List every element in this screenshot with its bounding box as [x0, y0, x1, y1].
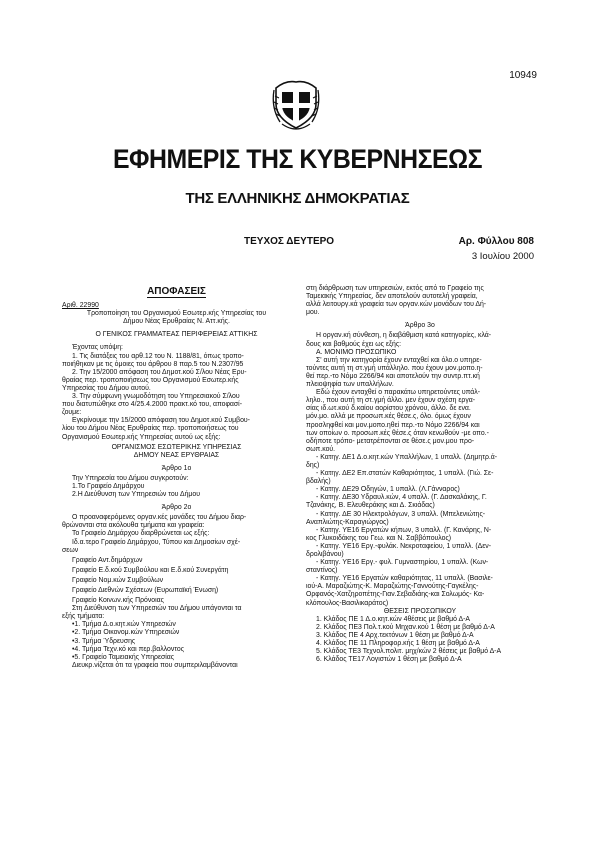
- decision-subject: Δήμου Νέας Ερυθραίας Ν. Αττ.κής.: [123, 318, 230, 326]
- paragraph: σίας ιδ.ωτ.κού δ.καίου αορίστου χρόνου, άλλο. δε ενα.: [306, 405, 471, 413]
- article-heading: Άρθρο 3ο: [405, 322, 435, 330]
- paragraph: 3. Την σύμφωνη γνωμοδότηση του Υπηρεσιακού Σ/λου: [72, 393, 240, 401]
- paragraph: οδήποτε τρόπο- μετατρέπονται σε θέσε.ς μον.μου προ-: [306, 437, 475, 445]
- masthead-title: ΕΦΗΜΕΡΙΣ ΤΗΣ ΚΥΒΕΡΝΗΣΕΩΣ: [112, 144, 483, 174]
- list-item: Γραφείο Ε.δ.κού Συμβούλου και Ε.δ.κού Συνεργάτη: [72, 566, 229, 574]
- paragraph: 1. Τις διατάξεις του αρθ.12 του Ν. 1188/81, όπως τροπο-: [72, 352, 244, 360]
- paragraph: που διατυπώθηκε στο 4/25.4.2000 πρακτ.κό του, αποφασί-: [62, 401, 242, 409]
- paragraph: Την Υπηρεσία του Δήμου συγκροτούν:: [72, 474, 189, 482]
- list-item: κλόπουλος-Βασιλικαράτος): [306, 599, 389, 607]
- list-item: σταντίνος): [306, 567, 338, 575]
- paragraph: θεί περ.-το Νόμο 2266/94 και αποτελούν την συντρ.πτ.κή: [306, 372, 480, 380]
- list-item: βδαλής): [306, 478, 331, 486]
- paragraph: 2. Την 15/2000 απόφαση του Δημοτ.κού Σ/λου Νέας Ερυ-: [72, 368, 247, 376]
- paragraph: αλλά λειτουργ.κά γραφεία των οργαν.κών μονάδων του Δή-: [306, 301, 487, 309]
- issue-series: ΤΕΥΧΟΣ ΔΕΥΤΕΡΟ: [244, 236, 335, 247]
- issuing-authority: Ο ΓΕΝΙΚΟΣ ΓΡΑΜΜΑΤΕΑΣ ΠΕΡΙΦΕΡΕΙΑΣ ΑΤΤΙΚΗΣ: [95, 331, 258, 339]
- list-item: ιού-Α. Μαραζιώτης-Κ. Μαραζιώτης-Γαννούτης-Γαγκέλης-: [306, 583, 479, 591]
- paragraph: μου.: [306, 309, 320, 317]
- paragraph: Στη Διεύθυνση των Υπηρεσιών του Δήμου υπάγονται τα: [72, 605, 242, 613]
- list-item: •5. Γραφείο Ταμειακής Υπηρεσίας: [72, 653, 175, 661]
- paragraph: δους και βαθμούς έχει ως εξής:: [306, 340, 402, 348]
- paragraph: Διευκρ.νίζεται ότι τα γραφεία που συμπεριλαμβάνονται: [72, 661, 238, 669]
- paragraph: Έχοντας υπόψη:: [72, 344, 123, 352]
- list-item: 2.Η Διεύθυνση των Υπηρεσιών του Δήμου: [72, 491, 200, 499]
- left-column: [62, 288, 291, 670]
- paragraph: Οργανισμού Εσωτερ.κής Υπηρεσίας αυτού ως εξής:: [62, 433, 221, 441]
- list-item: δης): [306, 461, 320, 469]
- list-item: •2. Τμήμα Οικονομ.κών Υπηρεσιών: [72, 629, 180, 637]
- list-item: Γραφείο Κοινων.κής Πρόνοιας: [72, 597, 164, 605]
- paragraph: θρώνονται στα ακόλουθα τμήματα και γραφεία:: [62, 522, 205, 530]
- paragraph: Η οργαν.κή σύνθεση, η διαβάθμιση κατά κατηγορίες, κλά-: [316, 332, 492, 340]
- list-item: - Κατηγ. ΔΕ1 Δ.ο.κητ.κών Υπαλλήλων, 1 υπαλλ. (Δημητρ.ά-: [316, 453, 498, 461]
- article-heading: Άρθρο 1ο: [161, 464, 192, 472]
- article-heading: Άρθρο 2ο: [161, 504, 192, 512]
- decision-number: Αριθ. 22990: [62, 302, 99, 310]
- subsection-heading: ΘΕΣΕΙΣ ΠΡΟΣΩΠΙΚΟΥ: [383, 607, 457, 615]
- list-item: Γραφείο Αντ.δημάρχων: [72, 556, 143, 564]
- section-title: ΑΠΟΦΑΣΕΙΣ: [147, 286, 206, 297]
- list-item: Γραφείο Νομ.κών Συμβούλων: [72, 576, 164, 584]
- paragraph: Ο προαναφερόμενες οργαν.κές μονάδες του Δήμου διαρ-: [72, 514, 247, 522]
- paragraph: ληλο., που αυτή τη στ.γμή άλλο. μεν έχουν σχέση εργα-: [306, 397, 476, 405]
- list-item: - Κατηγ. ΔΕ 30 Ηλεκτρολόγων, 3 υπαλλ. (Μπελενιώτης-: [316, 510, 486, 518]
- paragraph: πλειοψηφία των υπαλλήλων.: [306, 381, 394, 389]
- paragraph: Εγκρίνουμε την 15/2000 απόφαση του Δημοτ.κού Συμβου-: [72, 417, 250, 425]
- issue-date: 3 Ιουλίου 2000: [471, 251, 534, 262]
- list-item: Αναπλιώτης-Καραγιώργος): [306, 518, 389, 526]
- sheet-number: Αρ. Φύλλου 808: [458, 236, 534, 247]
- list-item: δρολιβάνου): [306, 551, 344, 558]
- list-item: Τζανάκης, Β. Ελευθεράκης και Δ. Σκιάδας): [306, 502, 435, 510]
- list-item: 5. Κλάδος ΤΕ3 Τεχνολ.πολιτ. μηχ/κών 2 θέσεις με βαθμό Δ-Α: [316, 648, 502, 656]
- organization-title: ΔΗΜΟΥ ΝΕΑΣ ΕΡΥΘΡΑΙΑΣ: [133, 451, 220, 459]
- list-item: 3. Κλάδος ΠΕ 4 Αρχ.τεκτόνων 1 θέση με βαθμό Δ-Α: [316, 631, 474, 639]
- list-item: •4. Τμήμα Τεχν.κό και περ.βαλλοντος: [72, 645, 185, 653]
- paragraph: ζουμε:: [62, 409, 82, 417]
- list-item: 1.Το Γραφείο Δημάρχου: [72, 482, 145, 490]
- list-item: - Κατηγ. ΔΕ29 Οδηγών, 1 υπαλλ. (Λ.Γάνναρος): [316, 486, 460, 494]
- paragraph: σεων: [62, 546, 79, 554]
- organization-title: ΟΡΓΑΝΙΣΜΟΣ ΕΣΩΤΕΡΙΚΗΣ ΥΠΗΡΕΣΙΑΣ: [111, 443, 242, 451]
- list-item: Ορφανός-Χατζηροπέτης-Γιαν.Σεβαδιάης-και Σολωμός- Κα-: [306, 591, 485, 599]
- list-item: 1. Κλάδος ΠΕ 1 Δ.ο.κητ.κών 4θέσεις με βαθμό Δ-Α: [316, 615, 471, 623]
- list-item: - Κατηγ. ΔΕ30 Υδραυλ.κών, 4 υπαλλ. (Γ. Δασκαλάκης, Γ.: [316, 494, 487, 502]
- paragraph: τούντες αυτή τη στ.γμή υπάλληλο. που έχουν μον.μοπο.η-: [306, 364, 483, 372]
- masthead-subtitle: ΤΗΣ ΕΛΛΗΝΙΚΗΣ ΔΗΜΟΚΡΑΤΙΑΣ: [185, 190, 410, 207]
- paragraph: Εδώ έχουν ενταχθεί ο παρακάτω υπηρετούντες υπάλ-: [316, 389, 481, 397]
- paragraph: εξής τμήματα:: [62, 613, 105, 621]
- list-item: - Κατηγ. ΥΕ16 Εργ.- φυλ. Γυμναστηρίου, 1 υπαλλ. (Κων-: [316, 559, 489, 567]
- list-item: 4. Κλάδος ΠΕ 11 Πληροφορ.κής 1 θέση με βαθμό Δ-Α: [316, 640, 480, 648]
- list-item: - Κατηγ. ΥΕ16 Εργ.-φυλάκ. Νεκροταφείου, 1 υπαλλ. (Δεν-: [316, 542, 492, 550]
- list-item: 2. Κλάδος ΠΕ3 Πολ.τ.κού Μηχαν.κού 1 θέση με βαθμό Δ-Α: [316, 623, 495, 631]
- list-item: •1. Τμήμα Δ.ο.κητ.κών Υπηρεσιών: [72, 621, 176, 629]
- paragraph: Ιδ.α.τερο Γραφείο Δημάρχου, Τύπου και Δημοσίων σχέ-: [72, 538, 241, 546]
- list-item: κος Γλυκοιδάκης του Γεω. και Ν. Σαββόπουλος): [306, 534, 452, 542]
- right-column: [306, 285, 534, 664]
- paragraph: μόν.μο. αλλά με προσωπ.κές θέσε.ς, όλο. όμως έχουν: [306, 413, 471, 421]
- list-item: •3. Τμήμα Ύδρευσης: [72, 637, 136, 645]
- paragraph: Σ' αυτή την κατηγορία έχουν ενταχθεί και όλο.ο υπηρε-: [316, 356, 482, 364]
- list-item: 6. Κλάδος ΤΕ17 Λογιστών 1 θέση με βαθμό Δ-Α: [316, 656, 462, 664]
- paragraph: Υπηρεσίας του Δήμου αυτού.: [62, 384, 151, 392]
- list-item: - Κατηγ. ΔΕ2 Επ.στατών Καθαριότητας, 1 υπαλλ. (Γιώ. Σε-: [316, 470, 494, 478]
- list-item: Γραφείο Διεθνών Σχέσεων (Ευρωπαϊκή Ένωση): [72, 587, 219, 594]
- page-number: 10949: [509, 70, 537, 81]
- list-item: - Κατηγ. ΥΕ16 Εργατών κήπων, 3 υπαλλ. (Γ. Κανάρης, Ν-: [316, 526, 492, 534]
- paragraph: Ταμειακής Υπηρεσίας, δεν αποτελούν αυτοτελή γραφεία,: [306, 293, 478, 301]
- paragraph: προσληφθεί και μον.μοπο.ηθεί περ.-το Νόμο 2266/94 και: [306, 421, 480, 429]
- greek-coat-of-arms-icon: [272, 78, 320, 134]
- list-item: - Κατηγ. ΥΕ16 Εργατών καθαριότητας, 11 υπαλλ. (Βασιλε-: [316, 575, 493, 583]
- paragraph: σωπ.κού.: [306, 445, 336, 453]
- paragraph: Το Γραφείο Δημάρχου διαρθρώνεται ως εξής:: [72, 530, 210, 538]
- decision-subject: Τροποποίηση του Οργανισμού Εσωτερ.κής Υπηρεσίας του: [86, 310, 267, 318]
- paragraph: λίου του Δήμου Νέας Ερυθραίας περ. τροποποιήσεως του: [62, 425, 239, 433]
- paragraph: ποιήθηκαν με τις όμοιες του άρθρου 8 παρ.5 του Ν.2307/95: [62, 360, 244, 368]
- paragraph: στη διάρθρωση των υπηρεσιών, εκτός από το Γραφείο της: [306, 285, 484, 292]
- subsection-heading: Α. ΜΟΝΙΜΟ ΠΡΟΣΩΠΙΚΟ: [316, 348, 397, 356]
- paragraph: των οποίων ο. προσωπ.κές θέσε.ς όταν κενωθούν -με οπο.-: [306, 429, 489, 437]
- paragraph: θραίας περ. τροποποιήσεως του Οργανισμού Εσωτερ.κής: [62, 376, 239, 384]
